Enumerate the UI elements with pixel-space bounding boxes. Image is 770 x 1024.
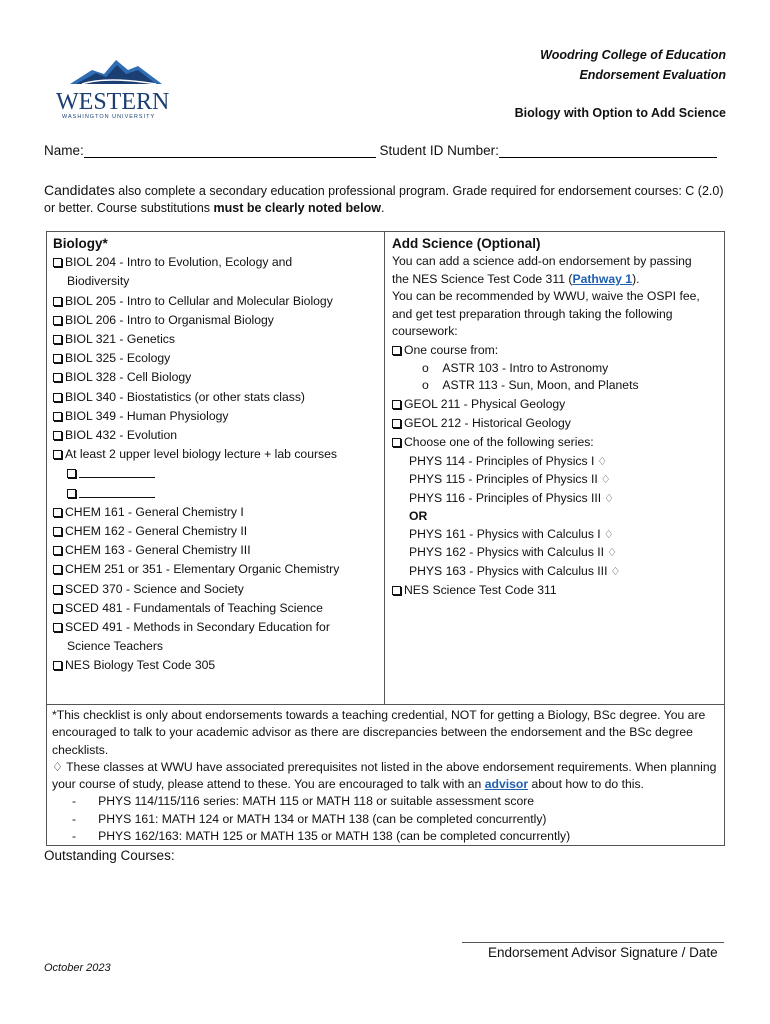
- checklist-item[interactable]: BIOL 328 - Cell Biology: [53, 368, 381, 387]
- biology-title: Biology*: [53, 236, 108, 251]
- checkbox-icon[interactable]: [53, 335, 62, 344]
- program-title: Biology with Option to Add Science: [514, 106, 726, 120]
- astro-option: o ASTR 103 - Intro to Astronomy: [422, 360, 609, 375]
- notes-section: [52, 707, 720, 845]
- form-date: October 2023: [44, 962, 111, 974]
- signature-label: Endorsement Advisor Signature / Date: [488, 945, 718, 960]
- checklist-item[interactable]: GEOL 211 - Physical Geology: [392, 395, 722, 414]
- column-divider: [384, 231, 385, 705]
- checklist-item[interactable]: NES Science Test Code 311: [392, 581, 722, 600]
- checkbox-icon[interactable]: [392, 346, 401, 355]
- name-row: [44, 143, 717, 158]
- svg-text:WASHINGTON UNIVERSITY: WASHINGTON UNIVERSITY: [62, 114, 156, 120]
- form-title: Endorsement Evaluation: [579, 68, 726, 82]
- checklist-item[interactable]: BIOL 204 - Intro to Evolution, Ecology and: [53, 253, 381, 272]
- checklist-item[interactable]: BIOL 206 - Intro to Organismal Biology: [53, 311, 381, 330]
- checklist-item[interactable]: BIOL 325 - Ecology: [53, 349, 381, 368]
- checklist-item[interactable]: CHEM 163 - General Chemistry III: [53, 541, 381, 560]
- checkbox-icon[interactable]: [53, 623, 62, 632]
- checkbox-icon[interactable]: [53, 546, 62, 555]
- checklist-item[interactable]: BIOL 432 - Evolution: [53, 426, 381, 445]
- checkbox-icon[interactable]: [53, 354, 62, 363]
- blank-course-entry[interactable]: [53, 484, 381, 503]
- checklist-item[interactable]: GEOL 212 - Historical Geology: [392, 414, 722, 433]
- checklist-item[interactable]: At least 2 upper level biology lecture + lab courses: [53, 445, 381, 464]
- note-biology-degree: *This checklist is only about endorsements towards a teaching credential, NOT for getting a Biology, BSc degree. You are encouraged to talk to your academic advisor as there are discrepancies between the endorsement and the BSc degree checklists.: [52, 708, 706, 757]
- add-science-text: You can be recommended by WWU, waive the OSPI fee,: [392, 289, 700, 304]
- phys-series-item: PHYS 116 - Principles of Physics III ♢: [409, 490, 615, 505]
- astro-option: o ASTR 113 - Sun, Moon, and Planets: [422, 378, 639, 393]
- blank-course-entry[interactable]: [53, 464, 381, 483]
- phys-series-item: PHYS 114 - Principles of Physics I ♢: [409, 453, 608, 468]
- checklist-item[interactable]: BIOL 349 - Human Physiology: [53, 407, 381, 426]
- add-science-title: Add Science (Optional): [392, 236, 541, 251]
- checklist-item[interactable]: CHEM 162 - General Chemistry II: [53, 522, 381, 541]
- bullet-icon: o: [422, 360, 429, 375]
- checklist-item[interactable]: One course from:: [392, 341, 722, 360]
- diamond-icon: ♢: [604, 492, 615, 505]
- checkbox-icon[interactable]: [392, 400, 401, 409]
- college-name: Woodring College of Education: [540, 48, 726, 62]
- blank-course-field[interactable]: [79, 485, 155, 498]
- checklist-item[interactable]: NES Biology Test Code 305: [53, 656, 381, 675]
- checkbox-icon[interactable]: [67, 469, 76, 478]
- checkbox-icon[interactable]: [53, 258, 62, 267]
- checkbox-icon[interactable]: [53, 393, 62, 402]
- advisor-link[interactable]: advisor: [484, 777, 529, 792]
- checkbox-icon[interactable]: [392, 586, 401, 595]
- bullet-icon: o: [422, 378, 429, 393]
- checkbox-icon[interactable]: [53, 565, 62, 574]
- checklist-item[interactable]: Choose one of the following series:: [392, 433, 722, 452]
- checklist-item[interactable]: SCED 491 - Methods in Secondary Education for: [53, 618, 381, 637]
- phys-series-item: PHYS 162 - Physics with Calculus II ♢: [409, 545, 617, 560]
- add-science-text: and get test preparation through taking the following: [392, 306, 673, 321]
- checklist-item[interactable]: CHEM 161 - General Chemistry I: [53, 503, 381, 522]
- checkbox-icon[interactable]: [53, 431, 62, 440]
- checklist-item[interactable]: SCED 481 - Fundamentals of Teaching Science: [53, 599, 381, 618]
- add-science-text: the NES Science Test Code 311 (Pathway 1).: [392, 271, 640, 286]
- checkbox-icon[interactable]: [53, 508, 62, 517]
- diamond-icon: ♢: [607, 547, 617, 560]
- prereq-item: - PHYS 114/115/116 series: MATH 115 or MATH 118 or suitable assessment score: [72, 794, 535, 809]
- checkbox-icon[interactable]: [53, 412, 62, 421]
- row-divider: [46, 704, 725, 705]
- outstanding-courses-label: Outstanding Courses:: [44, 848, 175, 863]
- phys-series-item: PHYS 161 - Physics with Calculus I ♢: [409, 526, 614, 541]
- prereq-item: - PHYS 161: MATH 124 or MATH 134 or MATH 138 (can be completed concurrently): [72, 811, 547, 826]
- checkbox-icon[interactable]: [53, 604, 62, 613]
- blank-course-field[interactable]: [79, 465, 155, 478]
- intro-paragraph: Candidates also complete a secondary education professional program. Grade required for endorsement courses: C (2.0) or better. Course substitutions must be clearly noted below.: [44, 182, 724, 215]
- pathway-1-link[interactable]: Pathway 1: [572, 271, 633, 286]
- checklist-item[interactable]: CHEM 251 or 351 - Elementary Organic Chemistry: [53, 560, 381, 579]
- checkbox-icon[interactable]: [392, 419, 401, 428]
- student-id-label: Student ID Number:: [379, 143, 499, 158]
- name-field[interactable]: [84, 143, 376, 158]
- add-science-column: [392, 234, 722, 600]
- diamond-icon: ♢: [603, 528, 614, 541]
- or-label: OR: [409, 509, 428, 524]
- checkbox-icon[interactable]: [53, 297, 62, 306]
- mountain-logo-icon: [52, 54, 170, 120]
- add-science-text: coursework:: [392, 324, 458, 339]
- checkbox-icon[interactable]: [53, 373, 62, 382]
- checklist-item[interactable]: BIOL 205 - Intro to Cellular and Molecular Biology: [53, 292, 381, 311]
- checkbox-icon[interactable]: [53, 527, 62, 536]
- name-label: Name:: [44, 143, 84, 158]
- add-science-text: You can add a science add-on endorsement by passing: [392, 254, 692, 269]
- biology-column: [53, 234, 381, 676]
- checkbox-icon[interactable]: [67, 489, 76, 498]
- prereq-item: - PHYS 162/163: MATH 125 or MATH 135 or MATH 138 (can be completed concurrently): [72, 829, 571, 844]
- diamond-icon: ♢: [597, 455, 608, 468]
- checkbox-icon[interactable]: [53, 585, 62, 594]
- note-prerequisites: ♢ These classes at WWU have associated prerequisites not listed in the above endorsement requirements. When planning your course of study, please attend to these. You are encouraged to talk with an advisor about how to do this.: [52, 759, 717, 792]
- checklist-item[interactable]: BIOL 321 - Genetics: [53, 330, 381, 349]
- phys-series-item: PHYS 115 - Principles of Physics II ♢: [409, 472, 611, 487]
- checkbox-icon[interactable]: [53, 450, 62, 459]
- diamond-icon: ♢: [610, 565, 621, 578]
- signature-line[interactable]: [462, 942, 724, 943]
- svg-text:WESTERN: WESTERN: [56, 89, 170, 115]
- checkbox-icon[interactable]: [53, 316, 62, 325]
- checklist-item[interactable]: BIOL 340 - Biostatistics (or other stats class): [53, 388, 381, 407]
- checklist-item[interactable]: SCED 370 - Science and Society: [53, 580, 381, 599]
- phys-series-item: PHYS 163 - Physics with Calculus III ♢: [409, 563, 621, 578]
- checklist-item-cont: Biodiversity: [67, 274, 130, 289]
- checkbox-icon[interactable]: [392, 438, 401, 447]
- wwu-logo: [52, 54, 170, 120]
- student-id-field[interactable]: [499, 143, 717, 158]
- diamond-icon: ♢: [600, 474, 611, 487]
- checkbox-icon[interactable]: [53, 661, 62, 670]
- checklist-item-cont: Science Teachers: [67, 639, 163, 654]
